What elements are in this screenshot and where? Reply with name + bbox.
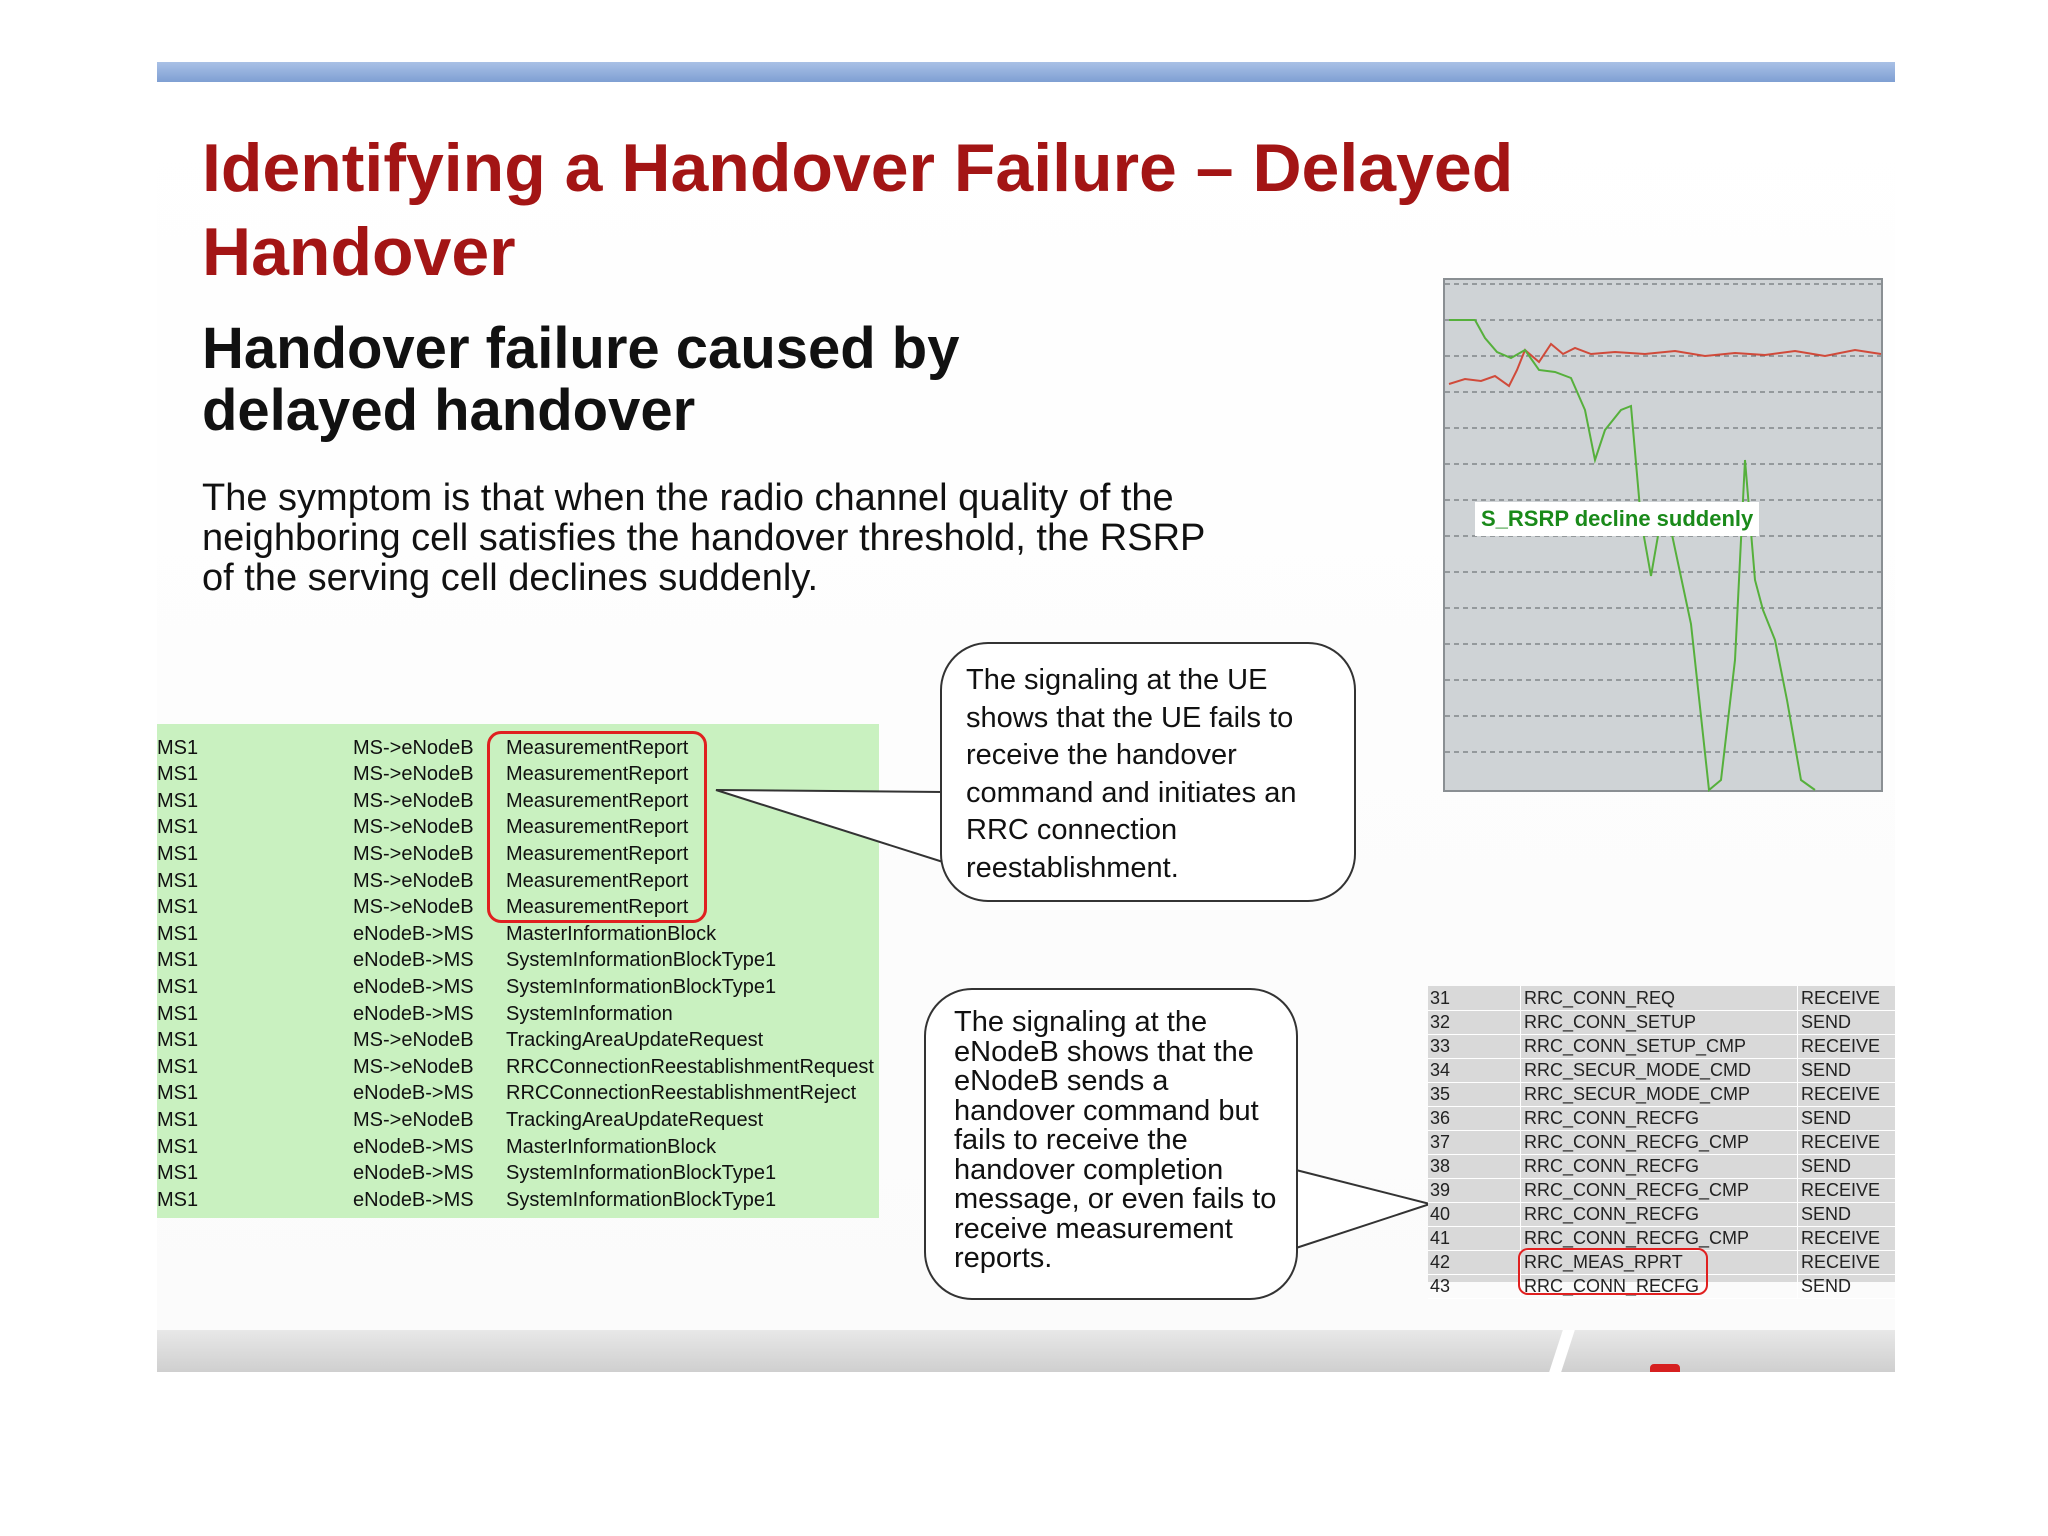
table-row: 41 RRC_CONN_RECFG_CMP RECEIVE bbox=[1428, 1226, 1895, 1251]
rsrp-chart bbox=[1443, 278, 1883, 792]
footer-bar bbox=[157, 1330, 1895, 1372]
ue-signaling-callout: The signaling at the UE shows that the UE fails to receive the handover command and initiates an RRC connection reestablishment. bbox=[940, 642, 1356, 902]
enodeb-signaling-callout: The signaling at the eNodeB shows that the eNodeB sends a handover command but fails to receive the handover completion message, or even fails to receive measurement reports. bbox=[924, 988, 1298, 1300]
table-row: MS1 eNodeB->MS MasterInformationBlock bbox=[157, 1135, 717, 1158]
top-accent-bar bbox=[157, 62, 1895, 82]
table-row: 33 RRC_CONN_SETUP_CMP RECEIVE bbox=[1428, 1034, 1895, 1059]
neighbor-rsrp-line bbox=[1449, 344, 1881, 386]
table-row: MS1 MS->eNodeB MeasurementReport bbox=[157, 789, 689, 812]
table-row: 43 RRC_CONN_RECFG SEND bbox=[1428, 1274, 1895, 1299]
table-row: MS1 MS->eNodeB MeasurementReport bbox=[157, 869, 689, 892]
table-row: MS1 eNodeB->MS SystemInformationBlockType1 bbox=[157, 1188, 777, 1211]
table-row: MS1 MS->eNodeB MeasurementReport bbox=[157, 736, 689, 759]
table-row: MS1 eNodeB->MS SystemInformation bbox=[157, 1002, 673, 1025]
symptom-description: The symptom is that when the radio channel quality of the neighboring cell satisfies the handover threshold, the RSRP of the serving cell declines suddenly. bbox=[202, 477, 1205, 599]
enodeb-signaling-log bbox=[1428, 986, 1895, 1296]
slide-title: Identifying a Handover Failure – Delayed Handover bbox=[202, 130, 1514, 290]
table-row: MS1 MS->eNodeB MeasurementReport bbox=[157, 843, 689, 865]
table-row: MS1 MS->eNodeB RRCConnectionReestablishmentRequest bbox=[157, 1055, 874, 1078]
serving-rsrp-line bbox=[1449, 320, 1815, 790]
slide-subtitle: Handover failure caused by delayed handover bbox=[202, 316, 960, 443]
table-row: MS1 eNodeB->MS SystemInformationBlockType1 bbox=[157, 949, 777, 972]
table-row: 40 RRC_CONN_RECFG SEND bbox=[1428, 1202, 1895, 1227]
table-row: MS1 eNodeB->MS RRCConnectionReestablishmentReject bbox=[157, 1082, 857, 1105]
table-row: 39 RRC_CONN_RECFG_CMP RECEIVE bbox=[1428, 1178, 1895, 1203]
table-row: MS1 eNodeB->MS SystemInformationBlockType1 bbox=[157, 976, 777, 998]
footer-logo-mark bbox=[1650, 1364, 1680, 1372]
measurement-report-highlight bbox=[487, 731, 707, 923]
ue-signaling-log bbox=[157, 724, 879, 1218]
table-row: MS1 eNodeB->MS SystemInformationBlockType1 bbox=[157, 1162, 777, 1185]
chart-annotation-label: S_RSRP decline suddenly bbox=[1475, 502, 1759, 536]
table-row: MS1 MS->eNodeB TrackingAreaUpdateRequest bbox=[157, 1109, 764, 1131]
table-row: MS1 MS->eNodeB MeasurementReport bbox=[157, 896, 689, 919]
table-row: MS1 MS->eNodeB TrackingAreaUpdateRequest bbox=[157, 1029, 764, 1052]
table-row: 37 RRC_CONN_RECFG_CMP RECEIVE bbox=[1428, 1130, 1895, 1155]
table-row: MS1 eNodeB->MS MasterInformationBlock bbox=[157, 922, 717, 945]
table-row: 34 RRC_SECUR_MODE_CMD SEND bbox=[1428, 1058, 1895, 1083]
table-row: 38 RRC_CONN_RECFG SEND bbox=[1428, 1154, 1895, 1179]
table-row: MS1 MS->eNodeB MeasurementReport bbox=[157, 763, 689, 786]
table-row: MS1 MS->eNodeB MeasurementReport bbox=[157, 816, 689, 839]
table-row: 32 RRC_CONN_SETUP SEND bbox=[1428, 1010, 1895, 1035]
table-row: 35 RRC_SECUR_MODE_CMP RECEIVE bbox=[1428, 1082, 1895, 1107]
table-row: 36 RRC_CONN_RECFG SEND bbox=[1428, 1106, 1895, 1131]
table-row: 31 RRC_CONN_REQ RECEIVE bbox=[1428, 986, 1895, 1011]
meas-report-highlight bbox=[1518, 1248, 1708, 1295]
table-row: 42 RRC_MEAS_RPRT RECEIVE bbox=[1428, 1250, 1895, 1275]
